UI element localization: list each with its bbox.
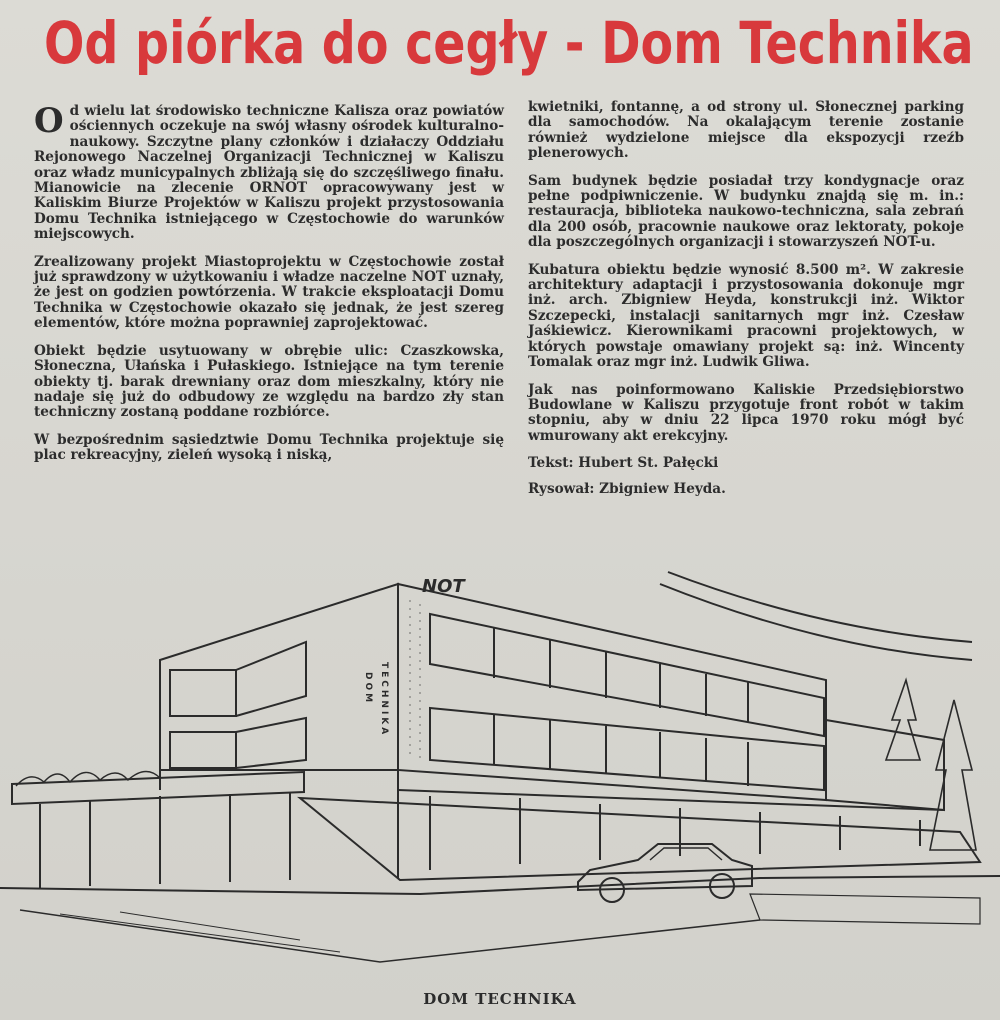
facade-sign-right: TECHNIKA	[379, 662, 389, 738]
article-left-column	[34, 101, 504, 476]
building-illustration	[0, 560, 1000, 980]
roof-sign: NOT	[422, 576, 465, 597]
article-headline: Od piórka do cegły - Dom Technika	[44, 9, 974, 77]
illustration-caption: DOM TECHNIKA	[423, 990, 577, 1008]
paragraph-4: W bezpośrednim sąsiedztwie Domu Technika projektuje się plac rekreacyjny, zieleń wysoką i niską,	[34, 431, 504, 464]
paragraph-1: Od wielu lat środowisko techniczne Kalisza oraz powiatów ościennych oczekuje na swój własny ośrodek kulturalno-naukowy. Szczytne plany członków i działaczy Oddziału Rejonowego Naczelnej Organizacji Technicznej w Kaliszu oraz władz municypalnych zbliżają się do szczęśliwego finału. Mianowicie na zlecenie ORNOT opracowywany jest w Kaliskim Biurze Projektów w Kaliszu projekt przystosowania Domu Technika istniejącego w Częstochowie do warunków miejscowych.	[34, 101, 504, 243]
paragraph-8: Jak nas poinformowano Kaliskie Przedsiębiorstwo Budowlane w Kaliszu przygotuje front robót w takim stopniu, aby w dniu 22 lipca 1970 roku mógł być wmurowany akt erekcyjny.	[528, 381, 964, 444]
paragraph-6: Sam budynek będzie posiadał trzy kondygnacje oraz pełne podpiwniczenie. W budynku znajdą się m. in.: restauracja, biblioteka naukowo-techniczna, sala zebrań dla 200 osób, pracownie naukowe oraz lektoraty, pokoje dla poszczególnych organizacji i stowarzyszeń NOT-u.	[528, 172, 964, 251]
article-right-column	[528, 100, 964, 507]
paragraph-3: Obiekt będzie usytuowany w obrębie ulic: Czaszkowska, Słoneczna, Ułańska i Pułaskiego. Istniejące na tym terenie obiekty tj. barak drewniany oraz dom mieszkalny, który nie nadaje się już do odbudowy ze względu na bardzo zły stan techniczny zostaną poddane rozbiórce.	[34, 342, 504, 421]
paragraph-2: Zrealizowany projekt Miastoprojektu w Częstochowie został już sprawdzony w użytkowaniu i władze naczelne NOT uznały, że jest on godzien powtórzenia. W trakcie eksploatacji Domu Technika w Częstochowie okazało się jednak, że jest szereg elementów, które można poprawniej zaprojektować.	[34, 253, 504, 332]
author-credit: Tekst: Hubert St. Pałęcki	[528, 455, 719, 472]
drop-cap: O	[34, 101, 64, 141]
facade-sign-left: DOM	[363, 672, 373, 706]
paragraph-5: kwietniki, fontannę, a od strony ul. Słonecznej parking dla samochodów. Na okalającym terenie zostanie również wydzielone miejsce dla ekspozycji rzeźb plenerowych.	[528, 99, 964, 162]
illustrator-credit: Rysował: Zbigniew Heyda.	[528, 480, 726, 497]
paragraph-7: Kubatura obiektu będzie wynosić 8.500 m². W zakresie architektury adaptacji i przystosowania dokonuje mgr inż. arch. Zbigniew Heyda, konstrukcji inż. Wiktor Szczepecki, instalacji sanitarnych mgr inż. Czesław Jaśkiewicz. Kierownikami pracowni projektowych, w których powstaje omawiany projekt są: inż. Wincenty Tomalak oraz mgr inż. Ludwik Gliwa.	[528, 261, 964, 371]
